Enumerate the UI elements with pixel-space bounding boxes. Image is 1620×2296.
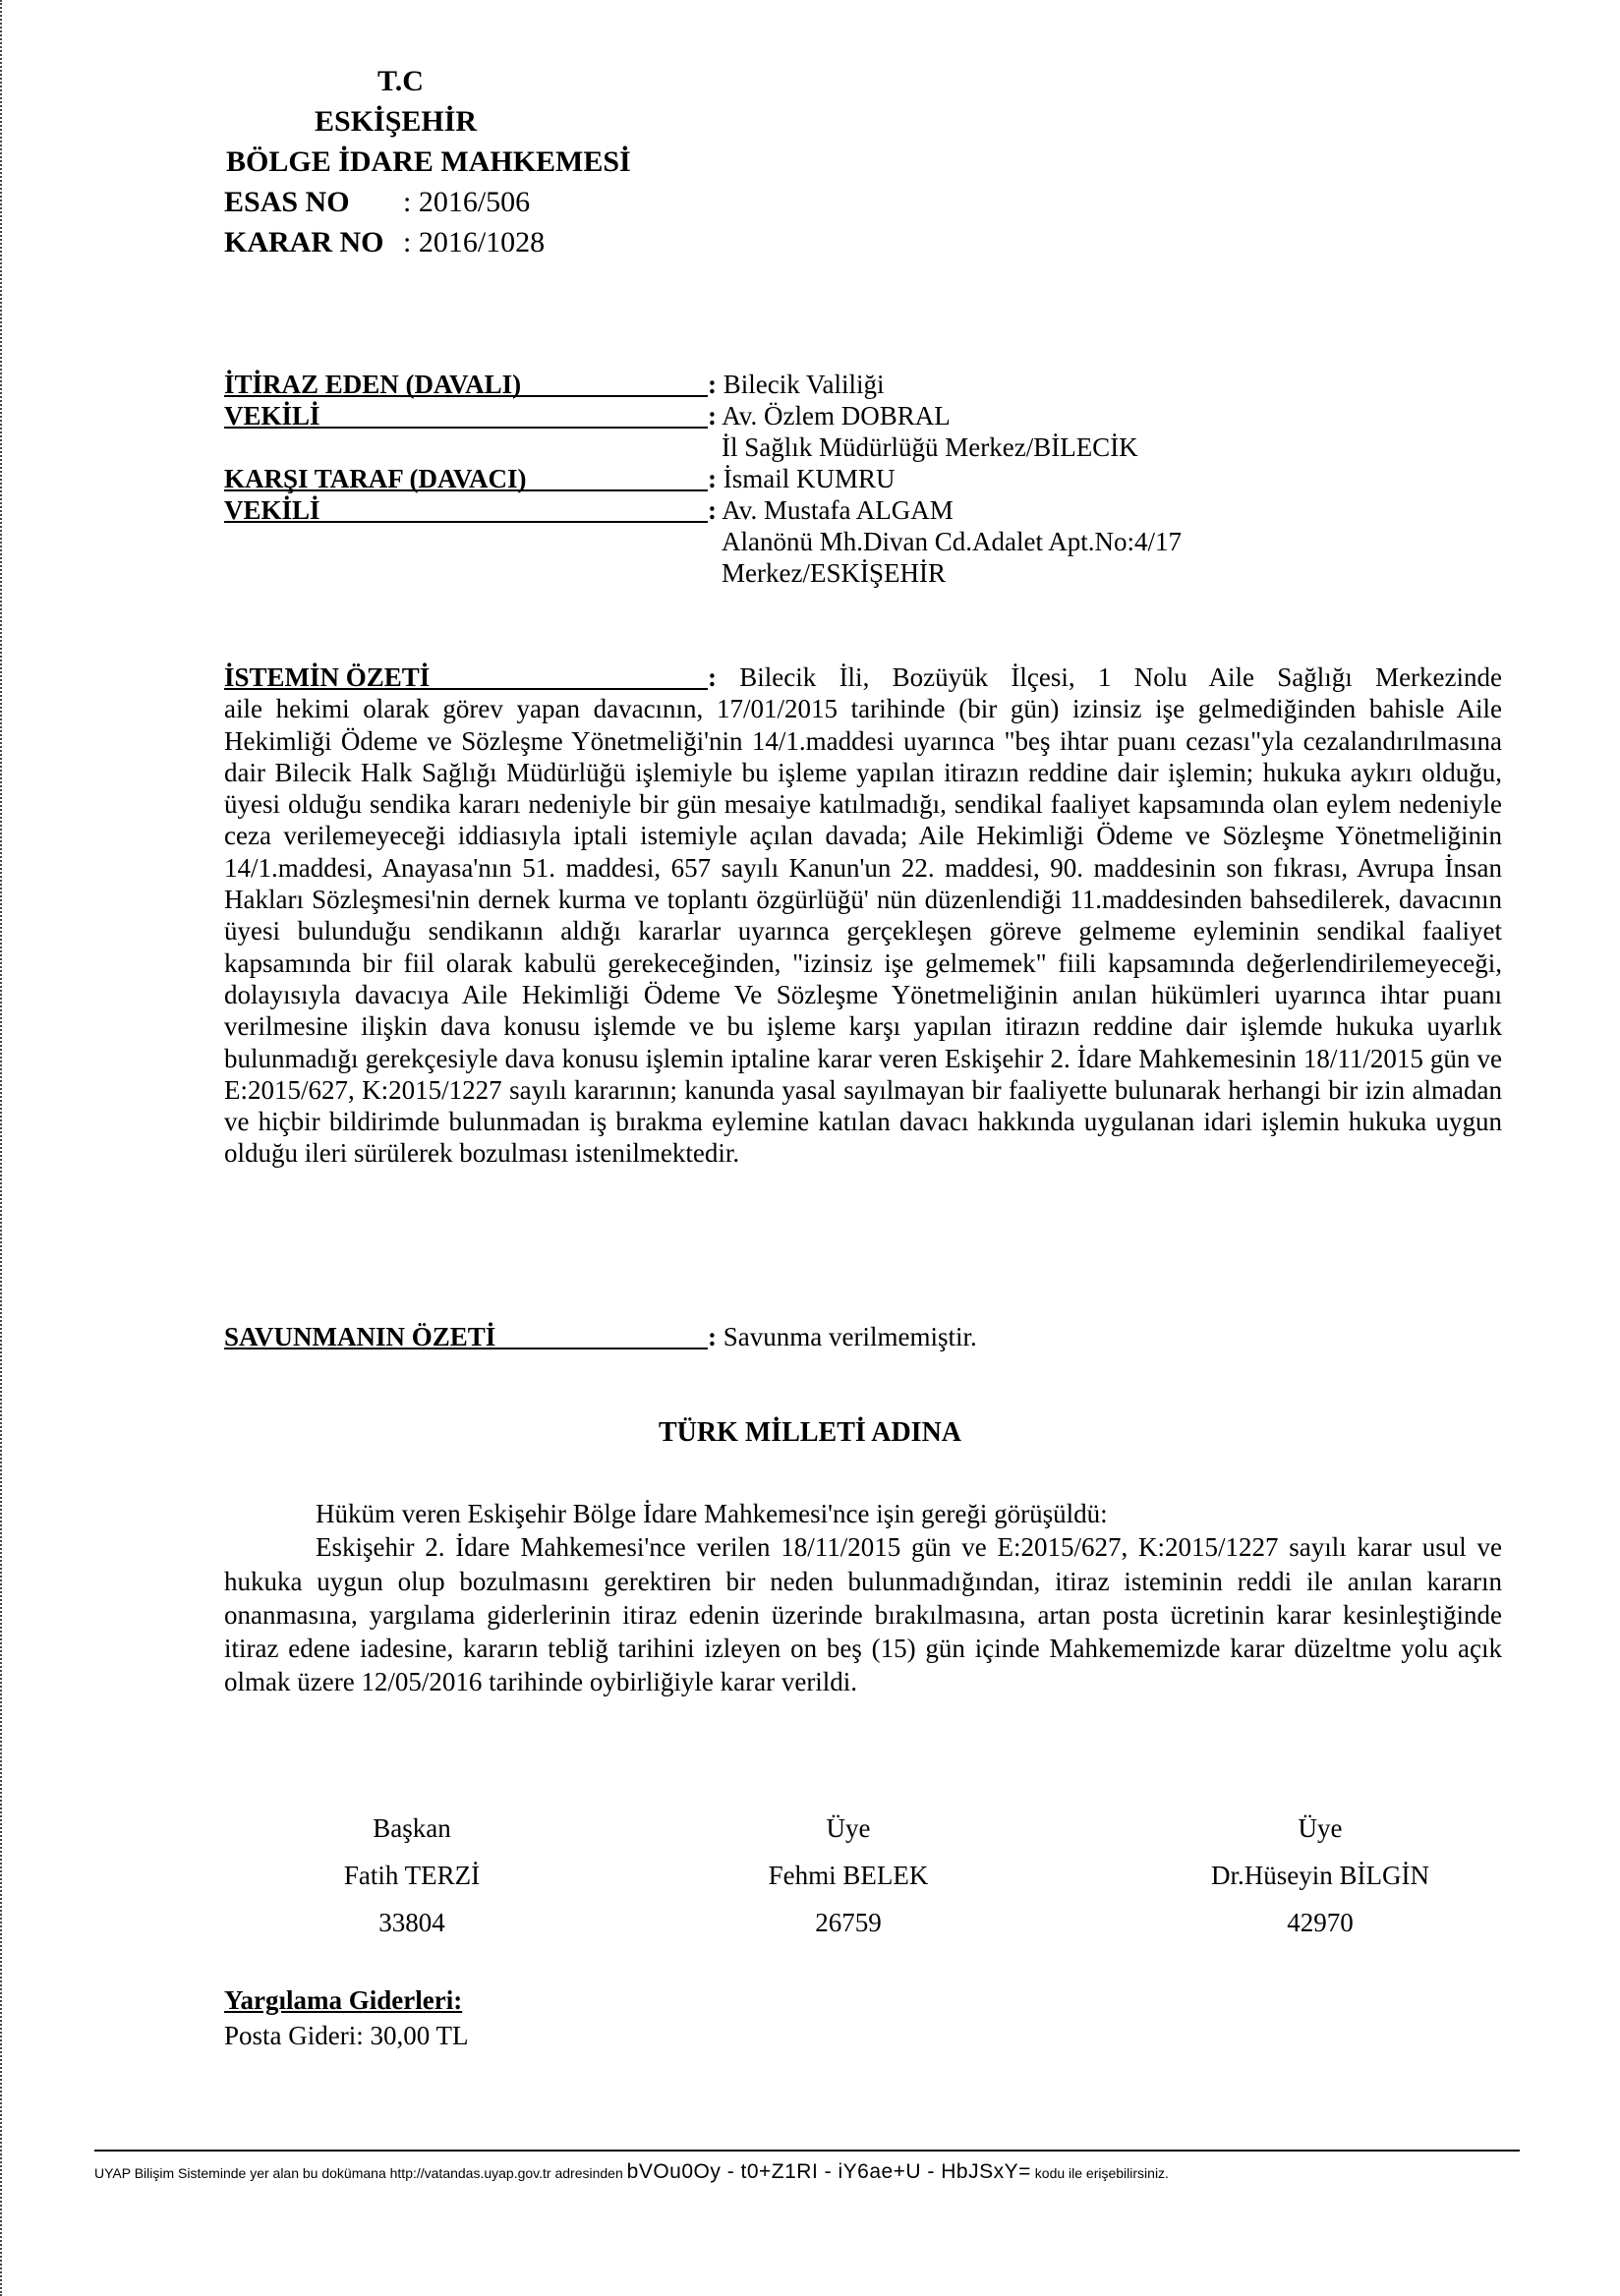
party-value: Bilecik Valiliği: [723, 370, 885, 399]
esas-no-label: ESAS NO: [224, 186, 350, 218]
request-summary-label: İSTEMİN ÖZETİ: [224, 661, 708, 690]
scan-left-edge: [0, 0, 10, 2296]
request-summary-section: [224, 661, 1502, 1170]
signature-number: 42970: [1287, 1908, 1354, 1937]
esas-no-row: [224, 182, 631, 222]
party-label: [224, 431, 708, 460]
request-summary-text: aile hekimi olarak görev yapan davacının, 17/01/2015 tarihinde (bir gün) izinsiz işe gelmediğinden bahisle Aile Hekimliği Ödeme ve Sözleşme Yönetmeliği'nin 14/1.maddesi uyarınca "beş ihtar puanı cezası"yla cezalandırılmasına dair Bilecik Halk Sağlığı Müdürlüğü işlemiyle bu işleme yapılan itirazın reddine dair işlemin; hukuka aykırı olduğu, üyesi olduğu sendika kararı nedeniyle bir gün mesaiye katılmadığı, sendikal faaliyet kapsamında olan eylem nedeniyle ceza verilemeyeceği iddiasıyla iptali istemiyle açılan davada; Aile Hekimliği Ödeme ve Sözleşme Yönetmeliğinin 14/1.maddesi, Anayasa'nın 51. maddesi, 657 sayılı Kanun'un 22. maddesi, 90. maddesinin son fıkrası, Avrupa İnsan Hakları Sözleşmesi'nin dernek kurma ve toplantı özgürlüğü' nün düzenlendiği 11.maddesinden bahsedilerek, davacının üyesi bulunduğu sendikanın aldığı kararlar uyarınca gerçekleşen göreve gelmeme eyleminin sendikal faaliyet kapsamında bir fiil olarak kabulü gerekeceğinden, "izinsiz işe gelmemek" fiili kapsamında değerlendirilemeyeceği, dolayısıyla davacıya Aile Hekimliği Ödeme Ve Sözleşme Yönetmeliğinin anılan hükümleri uyarınca ihtar puanı verilmesine ilişkin dava konusu işlemde ve bu işleme karşı yapılan itirazın reddine dair işlemde hukuka uyarlık bulunmadığı gerekçesiyle dava konusu işlemin iptaline karar veren Eskişehir 2. İdare Mahkemesinin 18/11/2015 gün ve E:2015/627, K:2015/1227 sayılı kararının; kanunda yasal sayılmayan bir faaliyette bulunarak herhangi bir izin almadan ve hiçbir bildirimde bulunmadan iş bırakma eylemine katılan davacı hakkında uygulanan idari işlemin hukuka uygun olduğu ileri sürülerek bozulması istenilmektedir.: [224, 694, 1502, 1169]
signature-role: Üye: [826, 1813, 871, 1843]
signature-name: Fehmi BELEK: [768, 1861, 929, 1890]
party-row: KARŞI TARAF (DAVACI) : İsmail KUMRU: [224, 464, 896, 493]
party-label: VEKİLİ: [224, 400, 708, 429]
party-row: [224, 526, 1502, 557]
defense-summary-label: SAVUNMANIN ÖZETİ: [224, 1321, 708, 1349]
party-label: VEKİLİ: [224, 494, 708, 523]
decision-section: [224, 1497, 1502, 1699]
party-value: Alanönü Mh.Divan Cd.Adalet Apt.No:4/17: [722, 527, 1182, 556]
defense-summary-value: Savunma verilmemiştir.: [723, 1322, 977, 1351]
party-value: İl Sağlık Müdürlüğü Merkez/BİLECİK: [722, 432, 1138, 462]
expenses-section: [224, 1982, 468, 2053]
esas-no-value: : 2016/506: [403, 186, 531, 218]
signature-number: 26759: [815, 1908, 882, 1937]
footer: [94, 2160, 1530, 2184]
party-label: [224, 526, 708, 554]
party-label: [224, 557, 708, 586]
footer-suffix: kodu ile erişebilirsiniz.: [1034, 2165, 1169, 2181]
signature-name: Dr.Hüseyin BİLGİN: [1211, 1861, 1429, 1890]
parties-section: [224, 369, 1502, 589]
expenses-heading: Yargılama Giderleri:: [224, 1985, 463, 2015]
party-label: KARŞI TARAF (DAVACI): [224, 463, 708, 491]
signature-name: Fatih TERZİ: [343, 1861, 481, 1890]
party-label: İTİRAZ EDEN (DAVALI): [224, 369, 708, 397]
signature-block: [662, 1805, 1035, 1946]
party-row: [224, 557, 1502, 589]
signature-block: [1133, 1805, 1507, 1946]
signature-number: 33804: [378, 1908, 445, 1937]
karar-no-value: : 2016/1028: [403, 226, 546, 258]
decision-text: Eskişehir 2. İdare Mahkemesi'nce verilen 18/11/2015 gün ve E:2015/627, K:2015/1227 sayılı karar usul ve hukuka uygun olup bozulmasını gerektiren bir neden bulunmadığından, itiraz isteminin reddi ile anılan kararın onanmasına, yargılama giderlerinin itiraz edenin üzerinde bırakılmasına, artan posta ücretinin karar kesinleştiğinde itiraz edene iadesine, kararın tebliğ tarihini izleyen on beş (15) gün içinde Mahkememizde karar düzeltme yolu açık olmak üzere 12/05/2016 tarihinde oybirliğiyle karar verildi.: [224, 1532, 1502, 1697]
signature-block: [225, 1805, 599, 1946]
defense-summary-row: SAVUNMANIN ÖZETİ : Savunma verilmemiştir.: [224, 1322, 977, 1351]
header-court: BÖLGE İDARE MAHKEMESİ: [226, 145, 631, 178]
karar-no-label: KARAR NO: [224, 226, 384, 258]
signature-role: Başkan: [373, 1813, 451, 1843]
footer-access-code: bVOu0Oy - t0+Z1RI - iY6ae+U - HbJSxY=: [626, 2160, 1031, 2183]
signature-role: Üye: [1298, 1813, 1343, 1843]
verdict-title: TÜRK MİLLETİ ADINA: [658, 1417, 962, 1448]
party-value: Av. Mustafa ALGAM: [722, 495, 954, 525]
expenses-line: Posta Gideri: 30,00 TL: [224, 2021, 469, 2050]
request-summary-first-line: İSTEMİN ÖZETİ : Bilecik İli, Bozüyük İlçesi, 1 Nolu Aile Sağlığı Merkezinde: [224, 662, 1503, 692]
party-row: İTİRAZ EDEN (DAVALI) : Bilecik Valiliği: [224, 370, 885, 399]
party-value: İsmail KUMRU: [723, 464, 896, 493]
party-value: Merkez/ESKİŞEHİR: [722, 558, 946, 588]
party-row: VEKİLİ : Av. Özlem DOBRAL: [224, 401, 951, 430]
document-header: [224, 61, 631, 262]
decision-intro: Hüküm veren Eskişehir Bölge İdare Mahkemesi'nce işin gereği görüşüldü:: [316, 1499, 1108, 1528]
footer-divider: [94, 2150, 1520, 2152]
party-row: VEKİLİ : Av. Mustafa ALGAM: [224, 495, 954, 525]
party-row: [224, 431, 1502, 463]
request-summary-first-text: Bilecik İli, Bozüyük İlçesi, 1 Nolu Aile Sağlığı Merkezinde: [739, 662, 1503, 692]
footer-prefix: UYAP Bilişim Sisteminde yer alan bu dokümana http://vatandas.uyap.gov.tr adresinden: [94, 2165, 623, 2181]
karar-no-row: [224, 222, 631, 262]
header-tc: T.C: [377, 65, 424, 97]
party-value: Av. Özlem DOBRAL: [722, 401, 951, 430]
header-city: ESKİŞEHİR: [315, 105, 478, 138]
